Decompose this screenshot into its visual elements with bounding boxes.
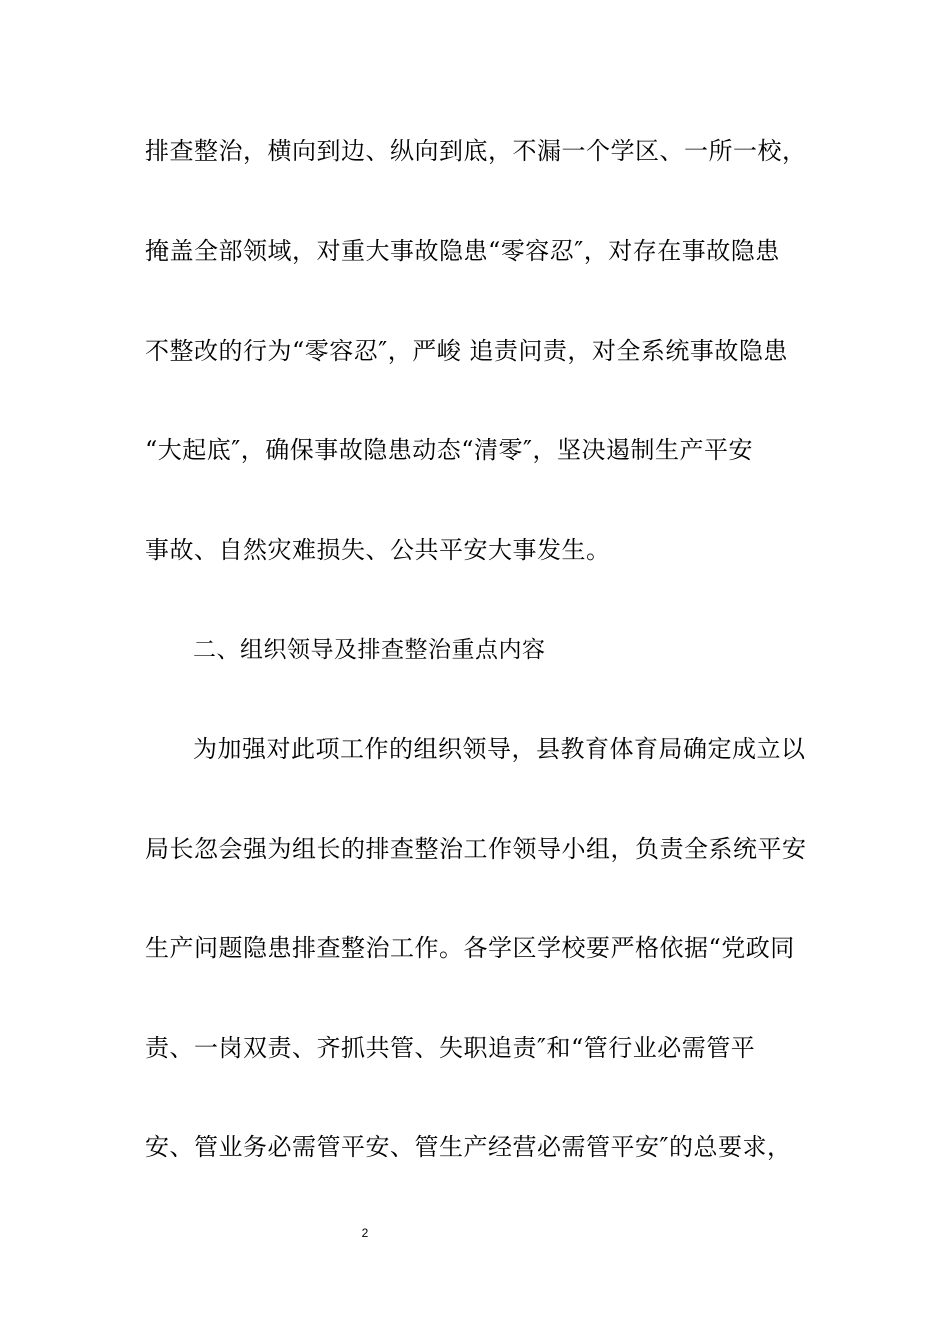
body-text-line-5: 事故、自然灾难损失、公共平安大事发生。 [145, 536, 611, 564]
page-number: 2 [361, 1226, 369, 1240]
body-text-line-2: 掩盖全部领域，对重大事故隐患“零容忍″，对存在事故隐患 [145, 237, 780, 265]
body-text-line-6: 为加强对此项工作的组织领导，县教育体育局确定成立以 [193, 735, 806, 763]
body-text-line-10: 安、管业务必需管平安、管生产经营必需管平安″的总要求， [145, 1133, 792, 1161]
body-text-line-7: 局长忽会强为组长的排查整治工作领导小组，负责全系统平安 [145, 835, 807, 863]
body-text-line-4: “大起底″，确保事故隐患动态“清零″，坚决遏制生产平安 [145, 436, 753, 464]
section-heading: 二、组织领导及排查整治重点内容 [193, 637, 546, 663]
body-text-line-3: 不整改的行为“零容忍″，严峻 追责问责，对全系统事故隐患 [145, 337, 788, 365]
body-text-line-9: 责、一岗双责、齐抓共管、失职追责″和“管行业必需管平 [145, 1034, 756, 1062]
body-text-line-1: 排查整治，横向到边、纵向到底，不漏一个学区、一所一校， [145, 137, 807, 165]
body-text-line-8: 生产问题隐患排查整治工作。各学区学校要严格依据“党政同 [145, 934, 795, 962]
